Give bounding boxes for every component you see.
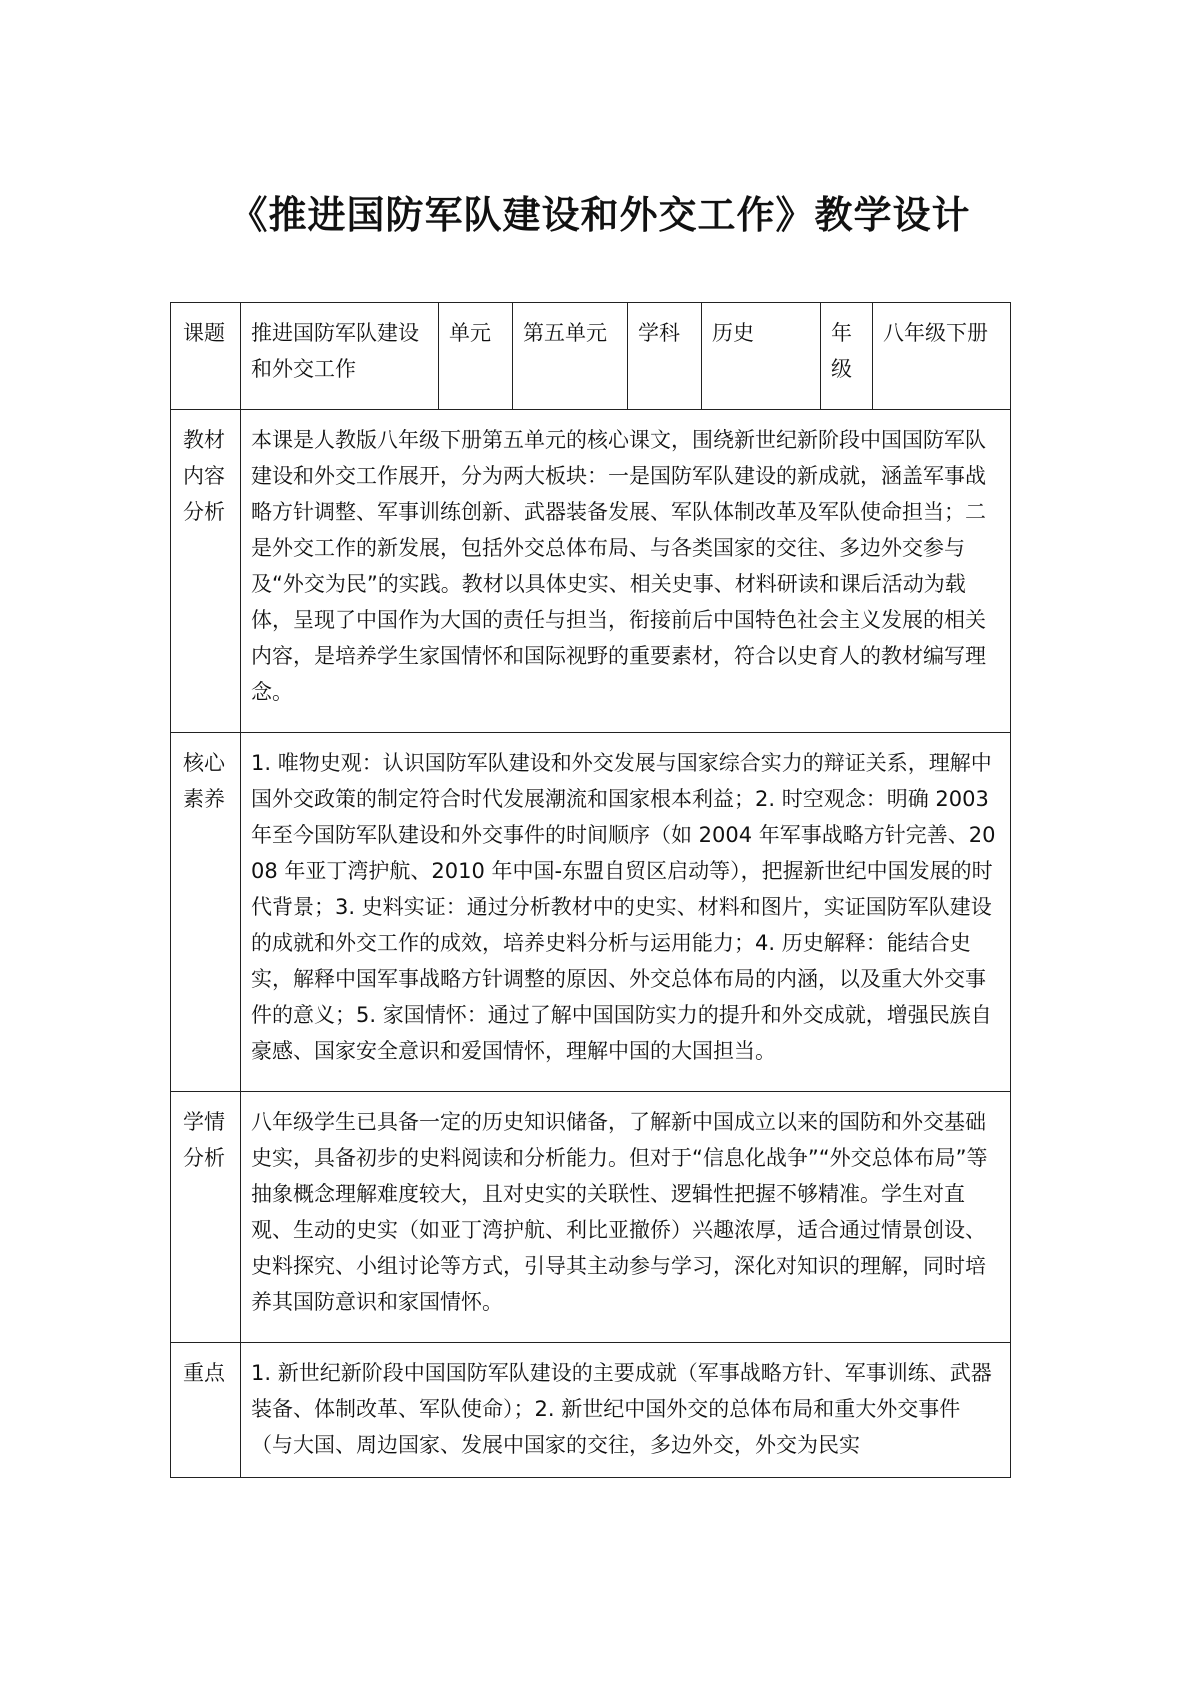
subject-value: 历史 — [702, 303, 821, 410]
unit-value: 第五单元 — [513, 303, 628, 410]
page-title: 《推进国防军队建设和外交工作》教学设计 — [229, 193, 971, 237]
topic-value: 推进国防军队建设和外交工作 — [241, 303, 439, 410]
section-content: 八年级学生已具备一定的历史知识储备，了解新中国成立以来的国防和外交基础史实，具备初步的史料阅读和分析能力。但对于“信息化战争”“外交总体布局”等抽象概念理解难度较大，且对史实的关联性、逻辑性把握不够精准。学生对直观、生动的史实（如亚丁湾护航、利比亚撤侨）兴趣浓厚，适合通过情景创设、史料探究、小组讨论等方式，引导其主动参与学习，深化对知识的理解，同时培养其国防意识和家国情怀。 — [241, 1092, 1011, 1343]
grade-value: 八年级下册 — [873, 303, 1011, 410]
section-label: 核心素养 — [171, 733, 241, 1092]
section-content: 1. 新世纪新阶段中国国防军队建设的主要成就（军事战略方针、军事训练、武器装备、体制改革、军队使命）；2. 新世纪中国外交的总体布局和重大外交事件（与大国、周边国家、发展中国家的交往，多边外交，外交为民实 — [241, 1343, 1011, 1478]
section-row — [171, 1092, 1011, 1343]
section-content: 1. 唯物史观：认识国防军队建设和外交发展与国家综合实力的辩证关系，理解中国外交政策的制定符合时代发展潮流和国家根本利益；2. 时空观念：明确 2003 年至今国防军队建设和外交事件的时间顺序（如 2004 年军事战略方针完善、2008 年亚丁湾护航、2010 年中国-东盟自贸区启动等），把握新世纪中国发展的时代背景；3. 史料实证：通过分析教材中的史实、材料和图片，实证国防军队建设的成就和外交工作的成效，培养史料分析与运用能力；4. 历史解释：能结合史实，解释中国军事战略方针调整的原因、外交总体布局的内涵，以及重大外交事件的意义；5. 家国情怀：通过了解中国国防实力的提升和外交成就，增强民族自豪感、国家安全意识和爱国情怀，理解中国的大国担当。 — [241, 733, 1011, 1092]
header-row — [171, 303, 1011, 410]
section-row — [171, 1343, 1011, 1478]
section-row — [171, 733, 1011, 1092]
section-content: 本课是人教版八年级下册第五单元的核心课文，围绕新世纪新阶段中国国防军队建设和外交工作展开，分为两大板块：一是国防军队建设的新成就，涵盖军事战略方针调整、军事训练创新、武器装备发展、军队体制改革及军队使命担当；二是外交工作的新发展，包括外交总体布局、与各类国家的交往、多边外交参与及“外交为民”的实践。教材以具体史实、相关史事、材料研读和课后活动为载体，呈现了中国作为大国的责任与担当，衔接前后中国特色社会主义发展的相关内容，是培养学生家国情怀和国际视野的重要素材，符合以史育人的教材编写理念。 — [241, 410, 1011, 733]
topic-label: 课题 — [171, 303, 241, 410]
section-row — [171, 410, 1011, 733]
section-label: 学情分析 — [171, 1092, 241, 1343]
section-label: 教材内容分析 — [171, 410, 241, 733]
lesson-design-table — [170, 302, 1011, 1478]
unit-label: 单元 — [439, 303, 513, 410]
subject-label: 学科 — [628, 303, 702, 410]
section-label: 重点 — [171, 1343, 241, 1478]
grade-label: 年级 — [821, 303, 873, 410]
